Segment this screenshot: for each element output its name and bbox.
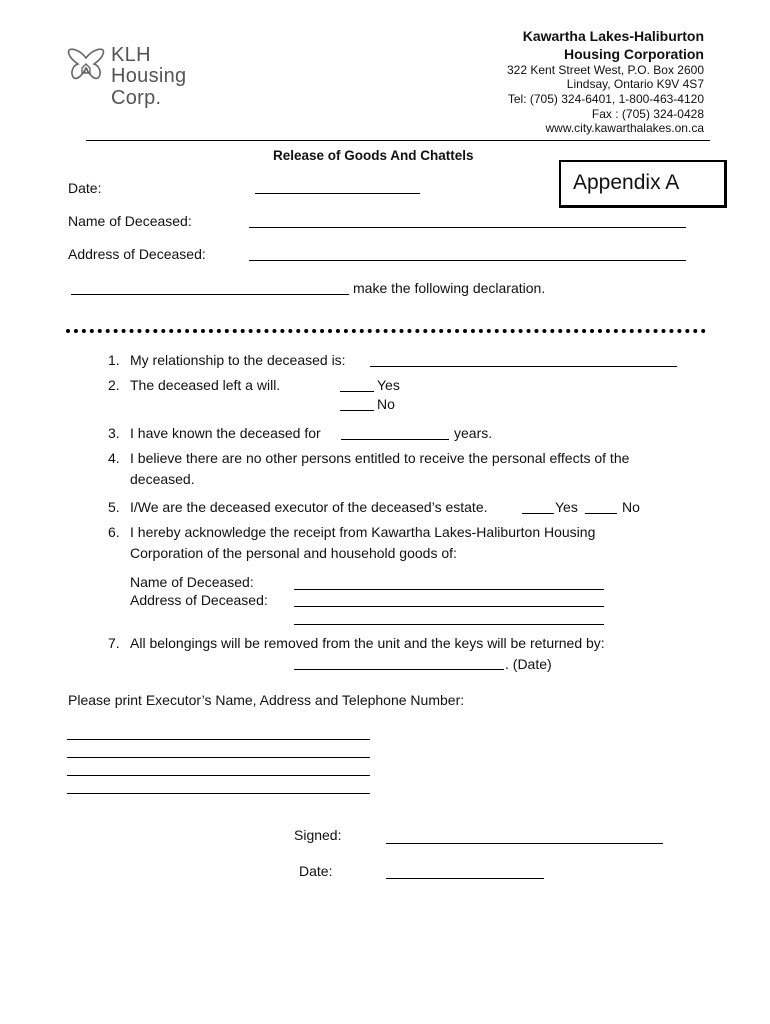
will-yes-label: Yes: [377, 377, 400, 393]
item-6-name-field[interactable]: [294, 589, 604, 590]
item-4-line1: I believe there are no other persons entitled to receive the personal effects of the: [130, 450, 630, 466]
item-2-text: The deceased left a will.: [130, 377, 281, 393]
item-3-suffix: years.: [454, 425, 493, 441]
deceased-name-field[interactable]: [249, 227, 686, 228]
butterfly-house-icon: [66, 46, 106, 84]
org-fax: Fax : (705) 324-0428: [591, 107, 704, 121]
item-3-text: I have known the deceased for: [130, 425, 321, 441]
signature-date-field[interactable]: [386, 878, 544, 879]
org-address2: Lindsay, Ontario K9V 4S7: [566, 77, 704, 91]
item-7-number: 7.: [108, 635, 120, 651]
executor-no-label: No: [622, 499, 640, 515]
org-tel: Tel: (705) 324-6401, 1-800-463-4120: [507, 92, 704, 106]
signature-field[interactable]: [386, 843, 663, 844]
executor-info-line-3[interactable]: [67, 775, 370, 776]
relationship-field[interactable]: [370, 366, 677, 367]
item-6-address-field-1[interactable]: [294, 606, 604, 607]
keys-return-date-field[interactable]: [294, 669, 504, 670]
item-7-text: All belongings will be removed from the unit and the keys will be returned by:: [130, 635, 605, 651]
signature-date-label: Date:: [299, 863, 333, 879]
date-field[interactable]: [255, 193, 420, 194]
executor-info-line-2[interactable]: [67, 757, 370, 758]
appendix-label: Appendix A: [573, 171, 680, 194]
item-1-number: 1.: [108, 352, 120, 368]
header-divider: [86, 140, 710, 141]
years-known-field[interactable]: [341, 439, 449, 440]
item-6-address-field-2[interactable]: [294, 624, 604, 625]
form-title: Release of Goods And Chattels: [273, 148, 474, 163]
deceased-name-label: Name of Deceased:: [68, 213, 192, 229]
executor-prompt: Please print Executor’s Name, Address and Telephone Number:: [68, 692, 465, 708]
deceased-address-label: Address of Deceased:: [68, 246, 206, 262]
item-7-date-suffix: . (Date): [505, 656, 552, 672]
signed-label: Signed:: [294, 827, 342, 843]
appendix-box: [559, 160, 727, 208]
org-name-line2: Housing Corporation: [564, 46, 704, 62]
logo-line3: Corp.: [111, 87, 162, 109]
dotted-separator: [66, 329, 706, 333]
item-2-number: 2.: [108, 377, 120, 393]
item-6-address-label: Address of Deceased:: [130, 592, 268, 608]
executor-yes-field[interactable]: [522, 513, 554, 514]
item-3-number: 3.: [108, 425, 120, 441]
deceased-address-field[interactable]: [249, 260, 686, 261]
item-5-number: 5.: [108, 499, 120, 515]
item-6-number: 6.: [108, 524, 120, 540]
date-label: Date:: [68, 180, 102, 196]
executor-no-field[interactable]: [585, 513, 617, 514]
executor-yes-label: Yes: [555, 499, 578, 515]
org-website: www.city.kawarthalakes.on.ca: [545, 121, 704, 135]
logo-line2: Housing: [111, 65, 187, 87]
item-1-text: My relationship to the deceased is:: [130, 352, 346, 368]
item-6-name-label: Name of Deceased:: [130, 574, 254, 590]
declarant-name-field[interactable]: [71, 294, 349, 295]
item-4-line2: deceased.: [130, 471, 195, 487]
executor-info-line-4[interactable]: [67, 793, 370, 794]
org-name-line1: Kawartha Lakes-Haliburton: [522, 28, 704, 44]
will-no-label: No: [377, 396, 395, 412]
item-6-line2: Corporation of the personal and household goods of:: [130, 545, 457, 561]
executor-info-line-1[interactable]: [67, 739, 370, 740]
item-4-number: 4.: [108, 450, 120, 466]
item-6-line1: I hereby acknowledge the receipt from Kawartha Lakes-Haliburton Housing: [130, 524, 596, 540]
declaration-text: make the following declaration.: [353, 280, 546, 296]
will-no-field[interactable]: [340, 410, 374, 411]
logo: [66, 44, 206, 114]
item-5-text: I/We are the deceased executor of the deceased’s estate.: [130, 499, 488, 515]
logo-line1: KLH: [111, 44, 151, 66]
org-address1: 322 Kent Street West, P.O. Box 2600: [506, 63, 704, 77]
will-yes-field[interactable]: [340, 391, 374, 392]
